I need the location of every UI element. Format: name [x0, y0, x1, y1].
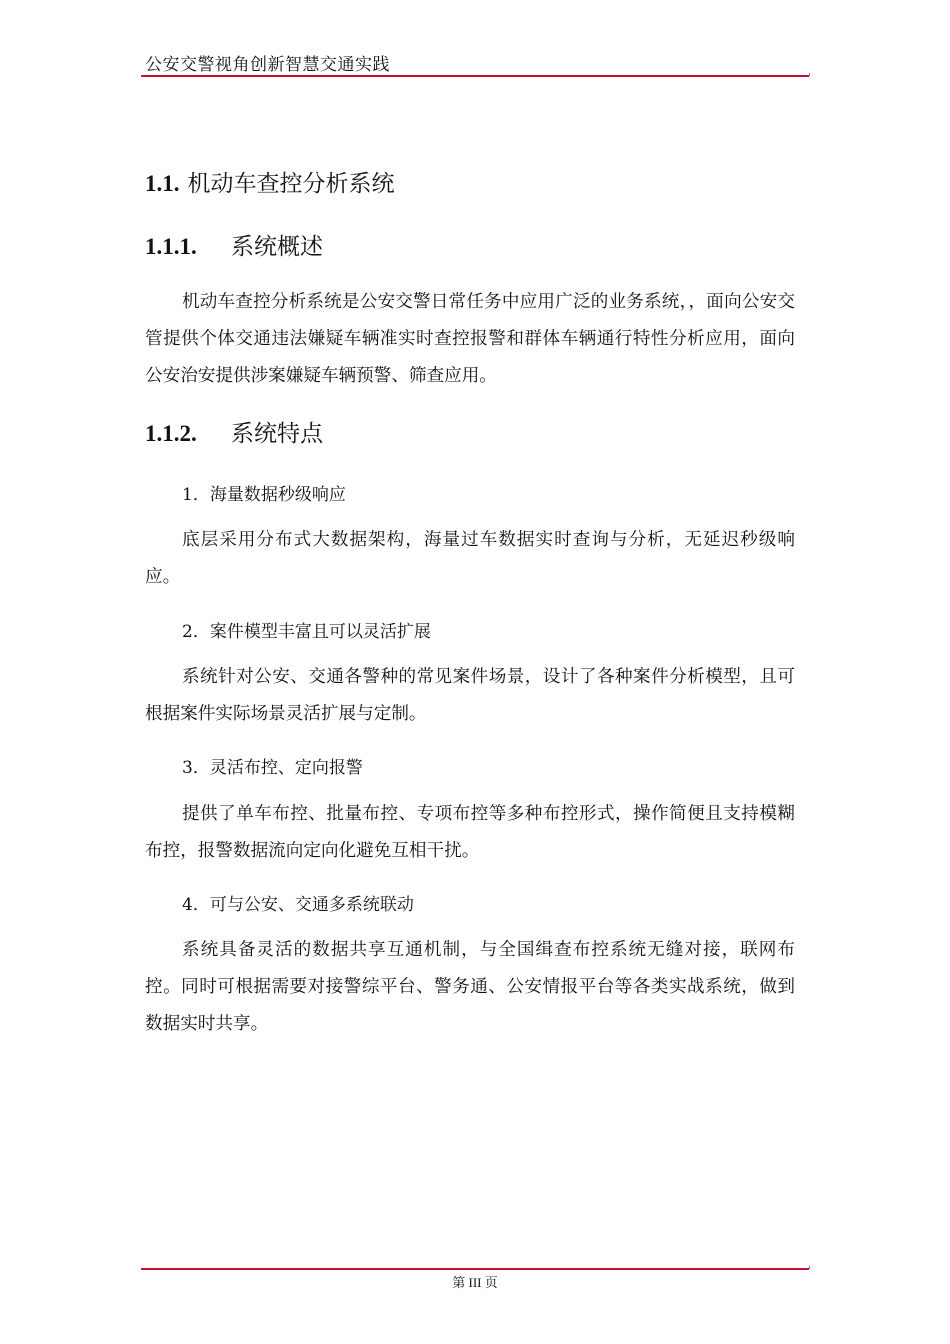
feature-item-text: 底层采用分布式大数据架构，海量过车数据实时查询与分析，无延迟秒级响应。 — [145, 530, 795, 587]
footer-rule-tick — [809, 1266, 810, 1269]
feature-item-label: 4．可与公安、交通多系统联动 — [182, 895, 414, 915]
section-heading-1-1-1 — [145, 228, 323, 261]
running-header-title: 公安交警视角创新智慧交通实践 — [145, 55, 390, 75]
feature-item-label: 2．案件模型丰富且可以灵活扩展 — [182, 622, 431, 642]
feature-item-label: 3．灵活布控、定向报警 — [182, 758, 363, 778]
page-number: 第 III 页 — [452, 1275, 498, 1290]
section-number: 1.1. — [145, 171, 180, 196]
section-heading-1-1-2 — [145, 415, 323, 448]
footer-rule — [141, 1268, 809, 1270]
section-heading-1-1 — [145, 165, 395, 198]
feature-item-label: 1．海量数据秒级响应 — [182, 485, 346, 505]
subsection-number: 1.1.2. — [145, 421, 197, 446]
header-rule-tick — [809, 73, 810, 76]
subsection-title: 系统概述 — [231, 234, 323, 260]
section-title: 机动车查控分析系统 — [187, 171, 395, 197]
subsection-number: 1.1.1. — [145, 234, 197, 259]
overview-paragraph: 机动车查控分析系统是公安交警日常任务中应用广泛的业务系统，，面向公安交管提供个体交通违法嫌疑车辆准实时查控报警和群体车辆通行特性分析应用，面向公安治安提供涉案嫌疑车辆预警、筛查应用。 — [145, 292, 795, 386]
feature-item-text: 系统针对公安、交通各警种的常见案件场景，设计了各种案件分析模型，且可根据案件实际场景灵活扩展与定制。 — [145, 667, 795, 724]
header-rule — [141, 75, 809, 77]
feature-item-text: 系统具备灵活的数据共享互通机制，与全国缉查布控系统无缝对接，联网布控。同时可根据需要对接警综平台、警务通、公安情报平台等各类实战系统，做到数据实时共享。 — [145, 940, 795, 1034]
subsection-title: 系统特点 — [231, 421, 323, 447]
feature-item-text: 提供了单车布控、批量布控、专项布控等多种布控形式，操作简便且支持模糊布控，报警数据流向定向化避免互相干扰。 — [145, 804, 795, 861]
